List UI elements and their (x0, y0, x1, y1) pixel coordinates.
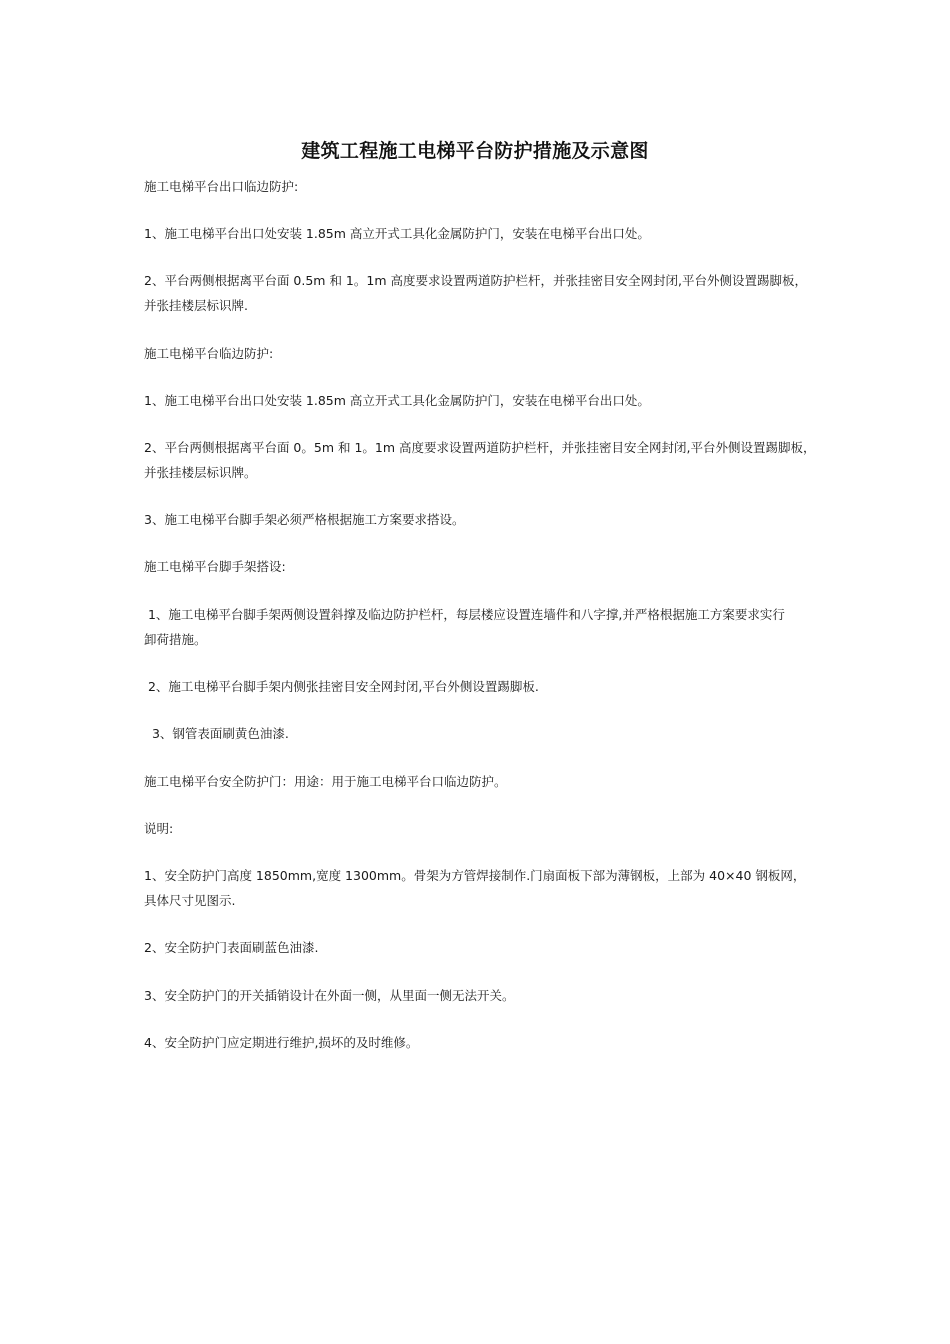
document-title: 建筑工程施工电梯平台防护措施及示意图 (301, 140, 649, 162)
paragraph-line: 卸荷措施。 (144, 632, 207, 647)
paragraph-line: 3、钢管表面刷黄色油漆. (144, 726, 289, 741)
section-heading-scaffold: 施工电梯平台脚手架搭设: (144, 559, 286, 574)
section-heading-safety-door: 施工电梯平台安全防护门：用途：用于施工电梯平台口临边防护。 (144, 774, 507, 789)
paragraph-line: 2、施工电梯平台脚手架内侧张挂密目安全网封闭,平台外侧设置踢脚板. (144, 679, 539, 694)
section-heading-exit-protection: 施工电梯平台出口临边防护: (144, 179, 299, 194)
paragraph-line: 3、安全防护门的开关插销设计在外面一侧，从里面一侧无法开关。 (144, 988, 515, 1003)
paragraph-line: 1、施工电梯平台出口处安装 1.85m 高立开式工具化金属防护门，安装在电梯平台出口处。 (144, 393, 650, 408)
paragraph-line: 2、平台两侧根据离平台面 0.5m 和 1。1m 高度要求设置两道防护栏杆，并张挂密目安全网封闭,平台外侧设置踢脚板， (144, 273, 807, 288)
paragraph-line: 1、安全防护门高度 1850mm,宽度 1300mm。骨架为方管焊接制作.门扇面板下部为薄钢板，上部为 40×40 钢板网， (144, 868, 806, 883)
section-heading-edge-protection: 施工电梯平台临边防护: (144, 346, 274, 361)
paragraph-line: 2、平台两侧根据离平台面 0。5m 和 1。1m 高度要求设置两道防护栏杆，并张挂密目安全网封闭,平台外侧设置踢脚板， (144, 440, 816, 455)
paragraph-line: 4、安全防护门应定期进行维护,损坏的及时维修。 (144, 1035, 419, 1050)
paragraph-line: 3、施工电梯平台脚手架必须严格根据施工方案要求搭设。 (144, 512, 465, 527)
section-heading-notes: 说明: (144, 821, 174, 836)
paragraph-line: 1、施工电梯平台出口处安装 1.85m 高立开式工具化金属防护门，安装在电梯平台出口处。 (144, 226, 650, 241)
paragraph-line: 2、安全防护门表面刷蓝色油漆. (144, 940, 319, 955)
paragraph-line: 具体尺寸见图示. (144, 893, 236, 908)
paragraph-line: 并张挂楼层标识牌. (144, 298, 248, 313)
paragraph-line: 1、施工电梯平台脚手架两侧设置斜撑及临边防护栏杆，每层楼应设置连墙件和八字撑,并严格根据施工方案要求实行 (144, 607, 785, 622)
paragraph-line: 并张挂楼层标识牌。 (144, 465, 257, 480)
